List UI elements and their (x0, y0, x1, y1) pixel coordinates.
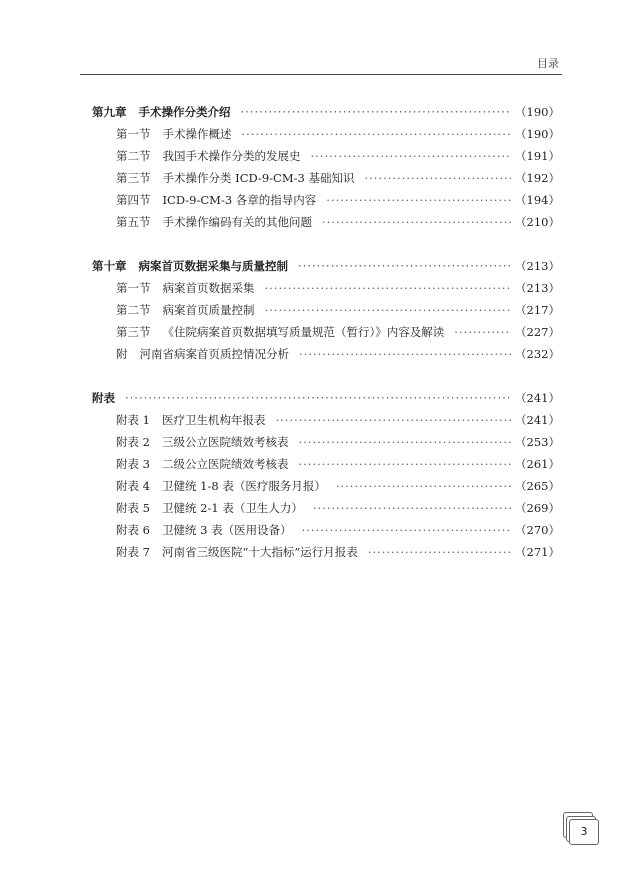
chapter-label: 第十章 (92, 259, 127, 273)
section-title: 我国手术操作分类的发展史 (162, 149, 301, 163)
page-number: 3 (569, 819, 599, 845)
dot-leader (298, 255, 511, 277)
section-title: ICD-9-CM-3 各章的指导内容 (162, 193, 317, 207)
toc-entry[interactable] (92, 123, 560, 145)
chapter-label: 附表 (92, 391, 115, 405)
page-ref: （213） (515, 281, 560, 295)
dot-leader (242, 123, 512, 145)
dot-leader (336, 475, 511, 497)
page-ref: （253） (515, 435, 560, 449)
section-label: 附 (116, 347, 128, 361)
section-label: 附表 1 (116, 413, 150, 427)
dot-leader (313, 497, 511, 519)
page-ref: （210） (515, 215, 560, 229)
toc-entry[interactable] (92, 475, 560, 497)
section-label: 第四节 (116, 193, 151, 207)
page-ref: （270） (515, 523, 560, 537)
section-label: 附表 3 (116, 457, 150, 471)
page-ref: （213） (515, 259, 560, 273)
chapter-title: 病案首页数据采集与质量控制 (138, 259, 288, 273)
toc-entry[interactable] (92, 189, 560, 211)
toc-entry[interactable] (92, 321, 560, 343)
table-of-contents (92, 101, 560, 563)
dot-leader (454, 321, 511, 343)
chapter-label: 第九章 (92, 105, 127, 119)
toc-chapter-9[interactable] (92, 101, 560, 123)
page-ref: （271） (515, 545, 560, 559)
page-number-badge (563, 812, 597, 844)
dot-leader (326, 189, 511, 211)
page-ref: （261） (515, 457, 560, 471)
dot-leader (364, 167, 511, 189)
toc-entry[interactable] (92, 299, 560, 321)
page-ref: （265） (515, 479, 560, 493)
section-label: 第二节 (116, 149, 151, 163)
section-title: 医疗卫生机构年报表 (161, 413, 266, 427)
section-title: 河南省病案首页质控情况分析 (139, 347, 289, 361)
section-label: 第五节 (116, 215, 151, 229)
section-title: 手术操作编码有关的其他问题 (162, 215, 312, 229)
section-title: 卫健统 3 表（医用设备） (161, 523, 292, 537)
section-title: 手术操作概述 (162, 127, 232, 141)
toc-entry[interactable] (92, 431, 560, 453)
toc-entry[interactable] (92, 343, 560, 365)
section-label: 附表 2 (116, 435, 150, 449)
section-label: 附表 4 (116, 479, 150, 493)
page-ref: （190） (515, 127, 560, 141)
toc-entry[interactable] (92, 211, 560, 233)
toc-entry[interactable] (92, 497, 560, 519)
section-label: 第三节 (116, 325, 151, 339)
toc-chapter-10[interactable] (92, 255, 560, 277)
toc-entry[interactable] (92, 145, 560, 167)
page-ref: （227） (515, 325, 560, 339)
dot-leader (298, 453, 511, 475)
dot-leader (298, 431, 511, 453)
dot-leader (275, 409, 511, 431)
page-ref: （232） (515, 347, 560, 361)
section-title: 病案首页数据采集 (162, 281, 255, 295)
toc-entry[interactable] (92, 277, 560, 299)
section-label: 第一节 (116, 281, 151, 295)
toc-entry[interactable] (92, 167, 560, 189)
toc-entry[interactable] (92, 453, 560, 475)
spacer (92, 365, 560, 387)
section-title: 卫健统 1-8 表（医疗服务月报） (161, 479, 326, 493)
page-ref: （194） (515, 193, 560, 207)
dot-leader (368, 541, 511, 563)
section-label: 第三节 (116, 171, 151, 185)
section-label: 第一节 (116, 127, 151, 141)
section-title: 手术操作分类 ICD-9-CM-3 基础知识 (162, 171, 355, 185)
dot-leader (322, 211, 511, 233)
dot-leader (241, 101, 512, 123)
dot-leader (265, 299, 512, 321)
toc-entry[interactable] (92, 409, 560, 431)
section-label: 附表 5 (116, 501, 150, 515)
toc-appendix[interactable] (92, 387, 560, 409)
running-header: 目录 (537, 57, 559, 70)
section-title: 二级公立医院绩效考核表 (161, 457, 289, 471)
toc-entry[interactable] (92, 541, 560, 563)
spacer (92, 233, 560, 255)
dot-leader (311, 145, 512, 167)
dot-leader (299, 343, 511, 365)
page-ref: （192） (515, 171, 560, 185)
section-label: 附表 7 (116, 545, 150, 559)
header-rule (80, 74, 562, 75)
section-title: 病案首页质量控制 (162, 303, 255, 317)
page-ref: （241） (515, 391, 560, 405)
toc-entry[interactable] (92, 519, 560, 541)
page-ref: （190） (515, 105, 560, 119)
dot-leader (265, 277, 512, 299)
page-ref: （269） (515, 501, 560, 515)
section-title: 卫健统 2-1 表（卫生人力） (161, 501, 303, 515)
dot-leader (125, 387, 511, 409)
page-ref: （217） (515, 303, 560, 317)
section-title: 三级公立医院绩效考核表 (161, 435, 289, 449)
dot-leader (302, 519, 511, 541)
chapter-title: 手术操作分类介绍 (138, 105, 231, 119)
page-ref: （191） (515, 149, 560, 163)
section-label: 附表 6 (116, 523, 150, 537)
section-label: 第二节 (116, 303, 151, 317)
page-ref: （241） (515, 413, 560, 427)
section-title: 《住院病案首页数据填写质量规范（暂行）》内容及解读 (162, 325, 445, 339)
section-title: 河南省三级医院“十大指标”运行月报表 (161, 545, 358, 559)
